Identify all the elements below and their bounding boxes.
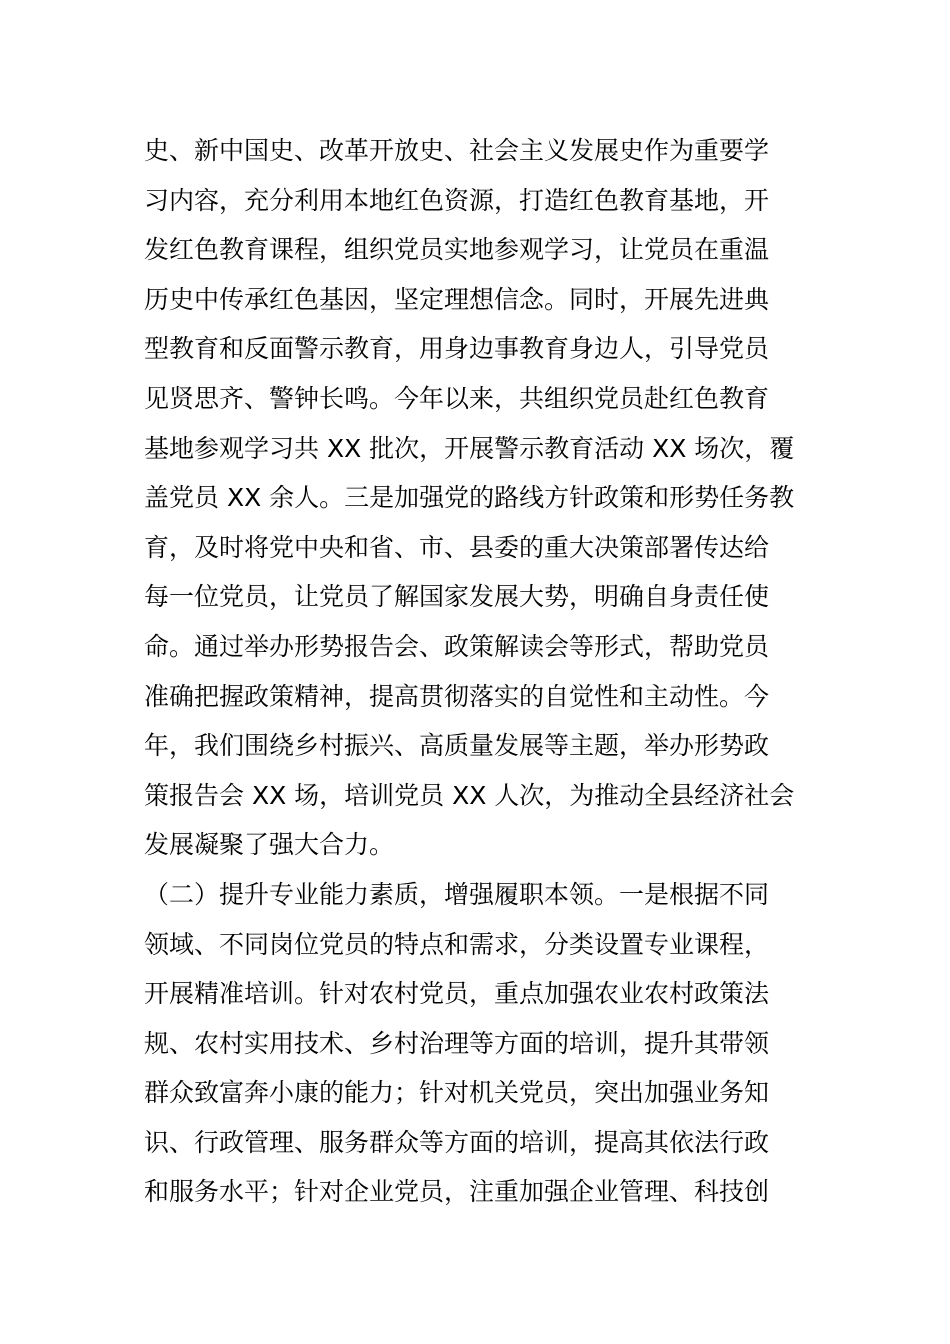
text-line: 群众致富奔小康的能力；针对机关党员，突出加强业务知 — [144, 1078, 770, 1108]
text-line: 基地参观学习共 XX 批次，开展警示教育活动 XX 场次，覆 — [144, 433, 795, 463]
text-line: 年，我们围绕乡村振兴、高质量发展等主题，举办形势政 — [144, 731, 770, 761]
section-heading-line: （二）提升专业能力素质，增强履职本领。一是根据不同 — [144, 879, 770, 909]
text-line: 盖党员 XX 余人。三是加强党的路线方针政策和形势任务教 — [144, 483, 795, 513]
document-body — [144, 126, 824, 1217]
text-line: 准确把握政策精神，提高贯彻落实的自觉性和主动性。今 — [144, 681, 770, 711]
text-line: 命。通过举办形势报告会、政策解读会等形式，帮助党员 — [144, 631, 770, 661]
text-line: 规、农村实用技术、乡村治理等方面的培训，提升其带领 — [144, 1028, 770, 1058]
text-line: 识、行政管理、服务群众等方面的培训，提高其依法行政 — [144, 1127, 770, 1157]
text-line: 型教育和反面警示教育，用身边事教育身边人，引导党员 — [144, 334, 770, 364]
text-line: 领域、不同岗位党员的特点和需求，分类设置专业课程， — [144, 929, 770, 959]
text-line: 发红色教育课程，组织党员实地参观学习，让党员在重温 — [144, 235, 770, 265]
text-line: 开展精准培训。针对农村党员，重点加强农业农村政策法 — [144, 979, 770, 1009]
text-line: 育，及时将党中央和省、市、县委的重大决策部署传达给 — [144, 532, 770, 562]
text-line: 见贤思齐、警钟长鸣。今年以来，共组织党员赴红色教育 — [144, 383, 770, 413]
text-line: 策报告会 XX 场，培训党员 XX 人次，为推动全县经济社会 — [144, 780, 795, 810]
text-line: 习内容，充分利用本地红色资源，打造红色教育基地，开 — [144, 185, 770, 215]
text-line: 史、新中国史、改革开放史、社会主义发展史作为重要学 — [144, 136, 770, 165]
text-line: 每一位党员，让党员了解国家发展大势，明确自身责任使 — [144, 582, 770, 612]
text-line: 历史中传承红色基因，坚定理想信念。同时，开展先进典 — [144, 284, 770, 314]
text-line: 和服务水平；针对企业党员，注重加强企业管理、科技创 — [144, 1177, 770, 1207]
text-line: 发展凝聚了强大合力。 — [144, 830, 395, 860]
